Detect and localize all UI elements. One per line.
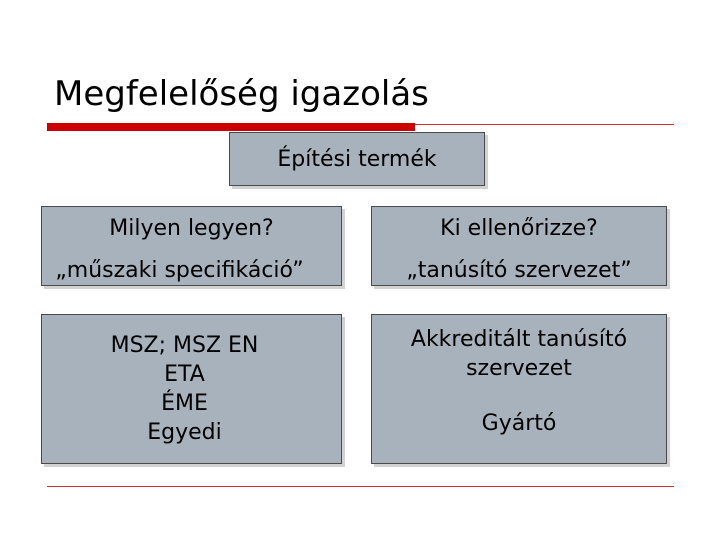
accredited-certifier-line1: Akkreditált tanúsító [410,327,628,352]
requirement-box [41,206,342,286]
verifier-box [371,206,667,286]
requirement-answer: „műszaki specifikáció” [55,258,304,283]
spec-type-standard: MSZ; MSZ EN [110,333,259,358]
certifier-types-box [371,314,667,464]
verifier-answer: „tanúsító szervezet” [406,258,632,283]
verifier-question: Ki ellenőrizze? [440,216,598,241]
spec-type-eta: ETA [164,362,205,387]
accredited-certifier-line2: szervezet [466,356,572,381]
footer-divider [47,486,674,487]
requirement-question: Milyen legyen? [109,216,274,241]
specification-types-box [41,314,342,464]
spec-type-individual: Egyedi [147,420,222,445]
title-underline [415,124,674,125]
title-accent-bar [47,123,415,131]
manufacturer-label: Gyártó [481,411,557,436]
slide-title: Megfelelőség igazolás [54,74,429,114]
construction-product-box [229,132,485,186]
spec-type-eme: ÉME [161,391,208,416]
accredited-certifier [372,325,666,383]
construction-product-label: Építési termék [277,146,437,172]
